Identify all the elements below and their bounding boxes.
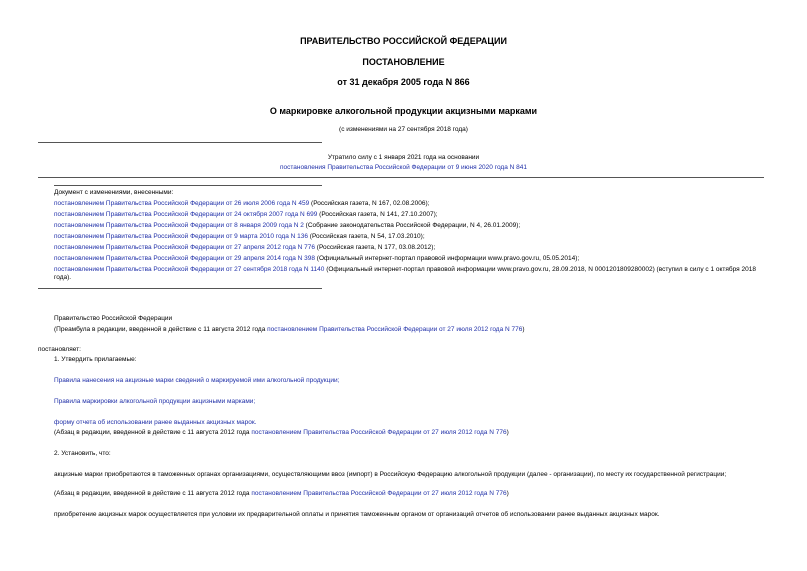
amendments-heading: Документ с изменениями, внесенными: (54, 189, 174, 196)
amendment-source: (Российская газета, N 177, 03.08.2012); (315, 244, 436, 251)
expired-text: Утратило силу с 1 января 2021 года на основании (327, 154, 480, 161)
note-link[interactable]: постановлением Правительства Российской Федерации от 27 июля 2012 года N 776 (251, 490, 507, 497)
form-link[interactable]: форму отчета об использовании ранее выданных акцизных марок. (54, 419, 257, 426)
amendment-item (54, 244, 435, 252)
clause-2: 2. Установить, что: (54, 450, 111, 457)
org-heading: ПРАВИТЕЛЬСТВО РОССИЙСКОЙ ФЕДЕРАЦИИ (300, 36, 507, 46)
preamble-note (54, 326, 525, 334)
amendment-item (54, 200, 429, 208)
amendment-source: (Собрание законодательства Российской Федерации, N 4, 26.01.2009); (303, 222, 521, 229)
amendment-link[interactable]: постановлением Правительства Российской Федерации от 29 апреля 2014 года N 398 (54, 255, 315, 262)
amendment-item (54, 233, 425, 241)
document-title: О маркировке алкогольной продукции акцизными марками (269, 106, 538, 116)
amendment-source: (Официальный интернет-портал правовой информации www.pravo.gov.ru, 05.05.2014); (315, 255, 580, 262)
amendment-link[interactable]: постановлением Правительства Российской Федерации от 26 июля 2006 года N 459 (54, 200, 310, 207)
amendment-link[interactable]: постановлением Правительства Российской Федерации от 9 марта 2010 года N 136 (54, 233, 308, 240)
amendment-link[interactable]: постановлением Правительства Российской Федерации от 27 сентября 2018 года N 1140 (54, 266, 325, 273)
preamble-prefix: (Преамбула в редакции, введенной в действие с 11 августа 2012 года (54, 326, 268, 333)
preamble-suffix: ) (522, 326, 525, 333)
amendment-link[interactable]: постановлением Правительства Российской Федерации от 27 апреля 2012 года N 776 (54, 244, 315, 251)
divider (38, 288, 322, 289)
resolves-line: постановляет: (38, 346, 81, 353)
amendment-item (54, 266, 769, 282)
amendment-item (54, 211, 438, 219)
divider (38, 142, 322, 143)
amendment-source: (Российская газета, N 141, 27.10.2007); (317, 211, 438, 218)
paragraph-note (54, 429, 509, 437)
note-prefix: (Абзац в редакции, введенной в действие с 11 августа 2012 года (54, 490, 252, 497)
government-line: Правительство Российской Федерации (54, 315, 173, 322)
clause-1: 1. Утвердить прилагаемые: (54, 356, 137, 363)
amendment-item (54, 255, 579, 263)
expired-link[interactable]: постановления Правительства Российской Федерации от 9 июня 2020 года N 841 (280, 164, 527, 171)
doc-type-heading: ПОСТАНОВЛЕНИЕ (362, 57, 445, 67)
date-number-heading: от 31 декабря 2005 года N 866 (337, 77, 470, 87)
divider (54, 185, 322, 186)
amendment-source: (Российская газета, N 54, 17.03.2010); (308, 233, 425, 240)
note-prefix: (Абзац в редакции, введенной в действие с 11 августа 2012 года (54, 429, 252, 436)
preamble-link[interactable]: постановлением Правительства Российской Федерации от 27 июля 2012 года N 776 (267, 326, 523, 333)
note-link[interactable]: постановлением Правительства Российской Федерации от 27 июля 2012 года N 776 (251, 429, 507, 436)
rules-link-1[interactable]: Правила нанесения на акцизные марки сведений о маркируемой ими алкогольной продукции; (54, 377, 340, 384)
revision-note: (с изменениями на 27 сентября 2018 года) (339, 126, 468, 133)
amendment-link[interactable]: постановлением Правительства Российской Федерации от 24 октября 2007 года N 699 (54, 211, 318, 218)
amendment-item (54, 222, 520, 230)
amendment-link[interactable]: постановлением Правительства Российской Федерации от 8 января 2009 года N 2 (54, 222, 304, 229)
clause-2-paragraph-a: акцизные марки приобретаются в таможенных органах организациями, осуществляющими ввоз (импорт) в Российскую Федерацию алкогольной продукции (далее - организации), по месту их государственной регистрации; (54, 471, 727, 478)
paragraph-note (54, 490, 509, 498)
note-suffix: ) (506, 490, 509, 497)
rules-link-2[interactable]: Правила маркировки алкогольной продукции акцизными марками; (54, 398, 256, 405)
clause-2-paragraph-b: приобретение акцизных марок осуществляется при условии их предварительной оплаты и принятия таможенным органом от организаций отчетов об использовании ранее выданных акцизных марок. (54, 511, 660, 518)
note-suffix: ) (506, 429, 509, 436)
amendment-source: (Российская газета, N 167, 02.08.2006); (309, 200, 430, 207)
divider (38, 177, 764, 178)
amendment-source: (Официальный интернет-портал правовой информации www.pravo.gov.ru, 28.09.2018, N 0001201809280002) (вступил в силу с 1 октября 2018 года). (54, 266, 756, 281)
